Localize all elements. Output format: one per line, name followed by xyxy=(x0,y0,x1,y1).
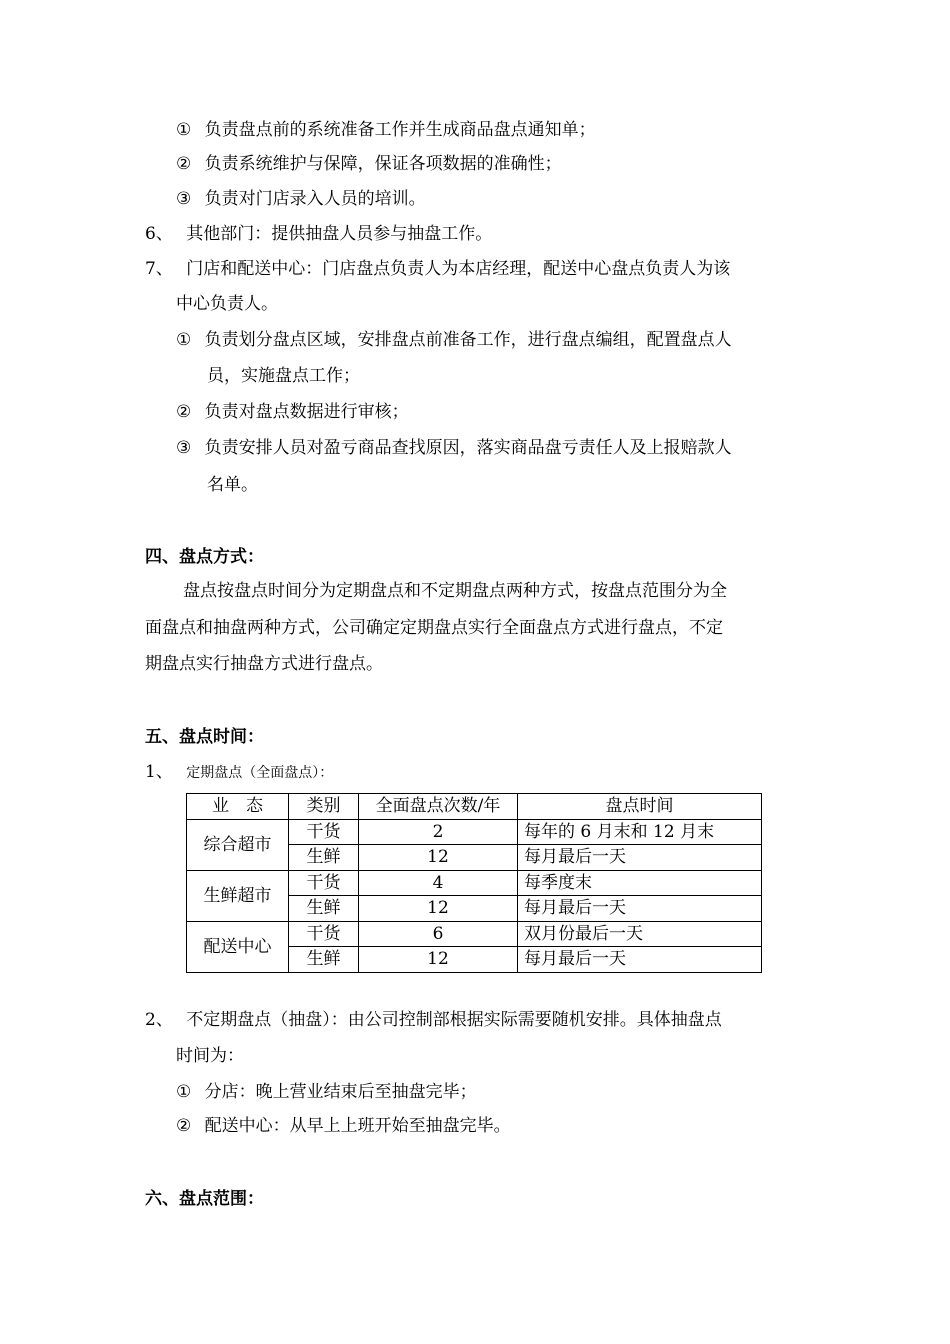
time-cell: 每月最后一天 xyxy=(518,896,762,922)
item-text: 门店和配送中心：门店盘点负责人为本店经理，配送中心盘点负责人为该 xyxy=(186,259,731,279)
count-cell: 12 xyxy=(359,845,518,871)
table-header-row xyxy=(187,794,762,820)
store-item-3-continuation: 名单。 xyxy=(207,475,258,495)
item-marker: ① xyxy=(176,1082,192,1102)
store-item-1 xyxy=(176,328,732,352)
section-5-item-2 xyxy=(145,1008,722,1032)
category-cell: 干货 xyxy=(289,921,359,947)
time-cell: 每年的 6 月末和 12 月末 xyxy=(518,819,762,845)
category-cell: 干货 xyxy=(289,819,359,845)
header-category: 类别 xyxy=(289,794,359,820)
it-item-2 xyxy=(176,152,562,176)
format-cell: 生鲜超市 xyxy=(187,870,289,921)
format-cell: 综合超市 xyxy=(187,819,289,870)
store-item-3 xyxy=(176,436,732,460)
count-cell: 6 xyxy=(359,921,518,947)
time-cell: 每季度末 xyxy=(518,870,762,896)
it-item-3 xyxy=(176,187,426,211)
section-4-paragraph-line-1: 盘点按盘点时间分为定期盘点和不定期盘点两种方式，按盘点范围分为全 xyxy=(183,581,727,601)
section-4-paragraph-line-2: 面盘点和抽盘两种方式，公司确定定期盘点实行全面盘点方式进行盘点，不定 xyxy=(145,618,723,638)
section-5-heading: 五、盘点时间： xyxy=(145,727,264,747)
item-marker: ① xyxy=(176,120,192,140)
store-item-1-continuation: 员，实施盘点工作； xyxy=(207,366,360,386)
item-number: 7、 xyxy=(145,259,173,279)
time-cell: 每月最后一天 xyxy=(518,845,762,871)
item-marker: ② xyxy=(176,402,192,422)
item-text: 负责划分盘点区域，安排盘点前准备工作，进行盘点编组，配置盘点人 xyxy=(204,330,732,350)
item-text: 负责对盘点数据进行审核； xyxy=(204,402,409,422)
spot-check-item-1 xyxy=(176,1080,477,1104)
section-6-heading: 六、盘点范围： xyxy=(145,1189,264,1209)
category-cell: 生鲜 xyxy=(289,896,359,922)
count-cell: 2 xyxy=(359,819,518,845)
item-number: 6、 xyxy=(145,224,173,244)
item-number: 1、 xyxy=(145,762,173,782)
section-4-heading: 四、盘点方式： xyxy=(145,547,264,567)
section-5-item-1 xyxy=(145,760,333,784)
item-6 xyxy=(145,222,492,246)
header-time: 盘点时间 xyxy=(518,794,762,820)
time-cell: 每月最后一天 xyxy=(518,947,762,973)
item-text: 负责安排人员对盈亏商品查找原因，落实商品盘亏责任人及上报赔款人 xyxy=(204,438,732,458)
table-row xyxy=(187,921,762,947)
count-cell: 12 xyxy=(359,896,518,922)
item-7-continuation: 中心负责人。 xyxy=(176,294,278,314)
item-text: 定期盘点（全面盘点）： xyxy=(186,765,334,781)
item-number: 2、 xyxy=(145,1010,173,1030)
item-text: 负责盘点前的系统准备工作并生成商品盘点通知单； xyxy=(204,120,596,140)
item-text: 分店：晚上营业结束后至抽盘完毕； xyxy=(204,1082,477,1102)
section-4-paragraph-line-3: 期盘点实行抽盘方式进行盘点。 xyxy=(145,654,383,674)
count-cell: 12 xyxy=(359,947,518,973)
item-text: 负责对门店录入人员的培训。 xyxy=(204,189,426,209)
store-item-2 xyxy=(176,400,409,424)
item-text: 负责系统维护与保障，保证各项数据的准确性； xyxy=(204,154,562,174)
item-marker: ③ xyxy=(176,438,192,458)
inventory-schedule-table xyxy=(186,793,762,973)
category-cell: 干货 xyxy=(289,870,359,896)
item-marker: ① xyxy=(176,330,192,350)
time-cell: 双月份最后一天 xyxy=(518,921,762,947)
category-cell: 生鲜 xyxy=(289,947,359,973)
format-cell: 配送中心 xyxy=(187,921,289,972)
item-text: 其他部门：提供抽盘人员参与抽盘工作。 xyxy=(186,224,493,244)
item-text: 不定期盘点（抽盘）：由公司控制部根据实际需要随机安排。具体抽盘点 xyxy=(186,1010,722,1030)
section-5-item-2-continuation: 时间为： xyxy=(176,1046,244,1066)
item-7 xyxy=(145,257,730,281)
spot-check-item-2 xyxy=(176,1114,511,1138)
header-format: 业 态 xyxy=(187,794,289,820)
count-cell: 4 xyxy=(359,870,518,896)
item-marker: ② xyxy=(176,1116,192,1136)
category-cell: 生鲜 xyxy=(289,845,359,871)
item-text: 配送中心：从早上上班开始至抽盘完毕。 xyxy=(204,1116,511,1136)
table-row xyxy=(187,870,762,896)
table-row xyxy=(187,819,762,845)
item-marker: ② xyxy=(176,154,192,174)
item-marker: ③ xyxy=(176,189,192,209)
header-count: 全面盘点次数/年 xyxy=(359,794,518,820)
it-item-1 xyxy=(176,118,596,142)
